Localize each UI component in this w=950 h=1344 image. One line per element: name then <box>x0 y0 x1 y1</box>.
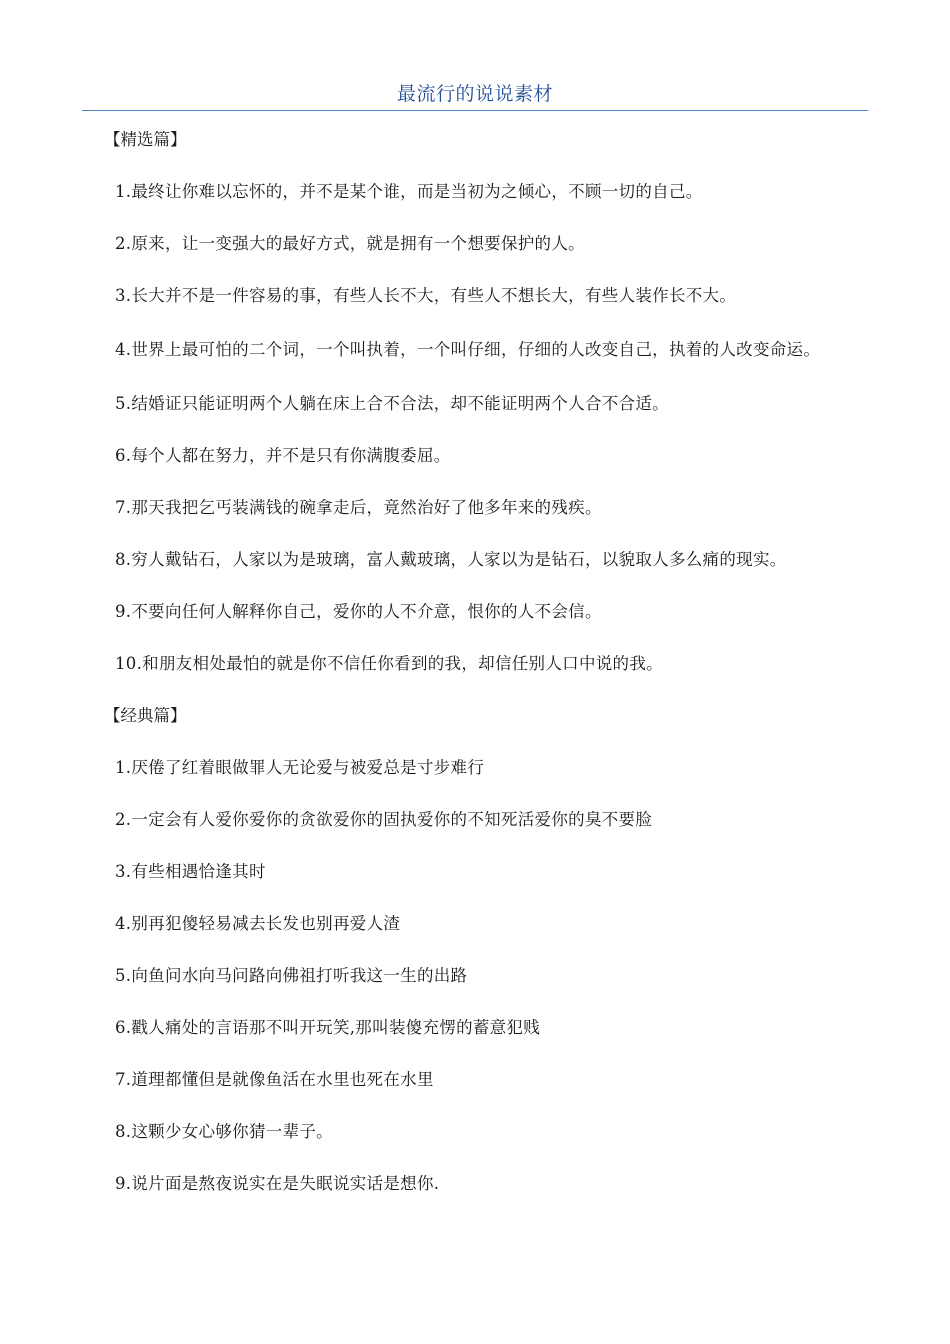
list-item: 5.向鱼问水向马问路向佛祖打听我这一生的出路 <box>115 966 468 985</box>
section-heading-featured: 【精选篇】 <box>104 130 187 149</box>
page-header <box>82 80 868 111</box>
list-item: 6.戳人痛处的言语那不叫开玩笑,那叫装傻充愣的蓄意犯贱 <box>115 1018 541 1037</box>
list-item: 4.别再犯傻轻易减去长发也别再爱人渣 <box>115 914 401 933</box>
list-item: 5.结婚证只能证明两个人躺在床上合不合法，却不能证明两个人合不合适。 <box>115 394 669 413</box>
list-item: 7.道理都懂但是就像鱼活在水里也死在水里 <box>115 1070 434 1089</box>
list-item: 1.最终让你难以忘怀的，并不是某个谁，而是当初为之倾心，不顾一切的自己。 <box>115 182 703 201</box>
section-heading-classic: 【经典篇】 <box>104 706 187 725</box>
list-item: 3.长大并不是一件容易的事，有些人长不大，有些人不想长大，有些人装作长不大。 <box>115 286 737 305</box>
list-item: 4.世界上最可怕的二个词，一个叫执着，一个叫仔细，仔细的人改变自己，执着的人改变命运。 <box>115 340 821 359</box>
list-item: 2.原来，让一变强大的最好方式，就是拥有一个想要保护的人。 <box>115 234 585 253</box>
document-title: 最流行的说说素材 <box>396 83 553 105</box>
list-item: 1.厌倦了红着眼做罪人无论爱与被爱总是寸步难行 <box>115 758 485 777</box>
list-item: 9.说片面是熬夜说实在是失眠说实话是想你. <box>115 1174 440 1193</box>
list-item: 8.穷人戴钻石，人家以为是玻璃，富人戴玻璃，人家以为是钻石，以貌取人多么痛的现实。 <box>115 550 787 569</box>
list-item: 8.这颗少女心够你猜一辈子。 <box>115 1122 333 1141</box>
document-body <box>82 122 872 1218</box>
list-item: 2.一定会有人爱你爱你的贪欲爱你的固执爱你的不知死活爱你的臭不要脸 <box>115 810 653 829</box>
list-item: 3.有些相遇恰逢其时 <box>115 862 266 881</box>
list-item: 10.和朋友相处最怕的就是你不信任你看到的我，却信任别人口中说的我。 <box>115 654 663 673</box>
list-item: 7.那天我把乞丐装满钱的碗拿走后，竟然治好了他多年来的残疾。 <box>115 498 602 517</box>
list-item: 6.每个人都在努力，并不是只有你满腹委屈。 <box>115 446 451 465</box>
list-item: 9.不要向任何人解释你自己，爱你的人不介意，恨你的人不会信。 <box>115 602 602 621</box>
